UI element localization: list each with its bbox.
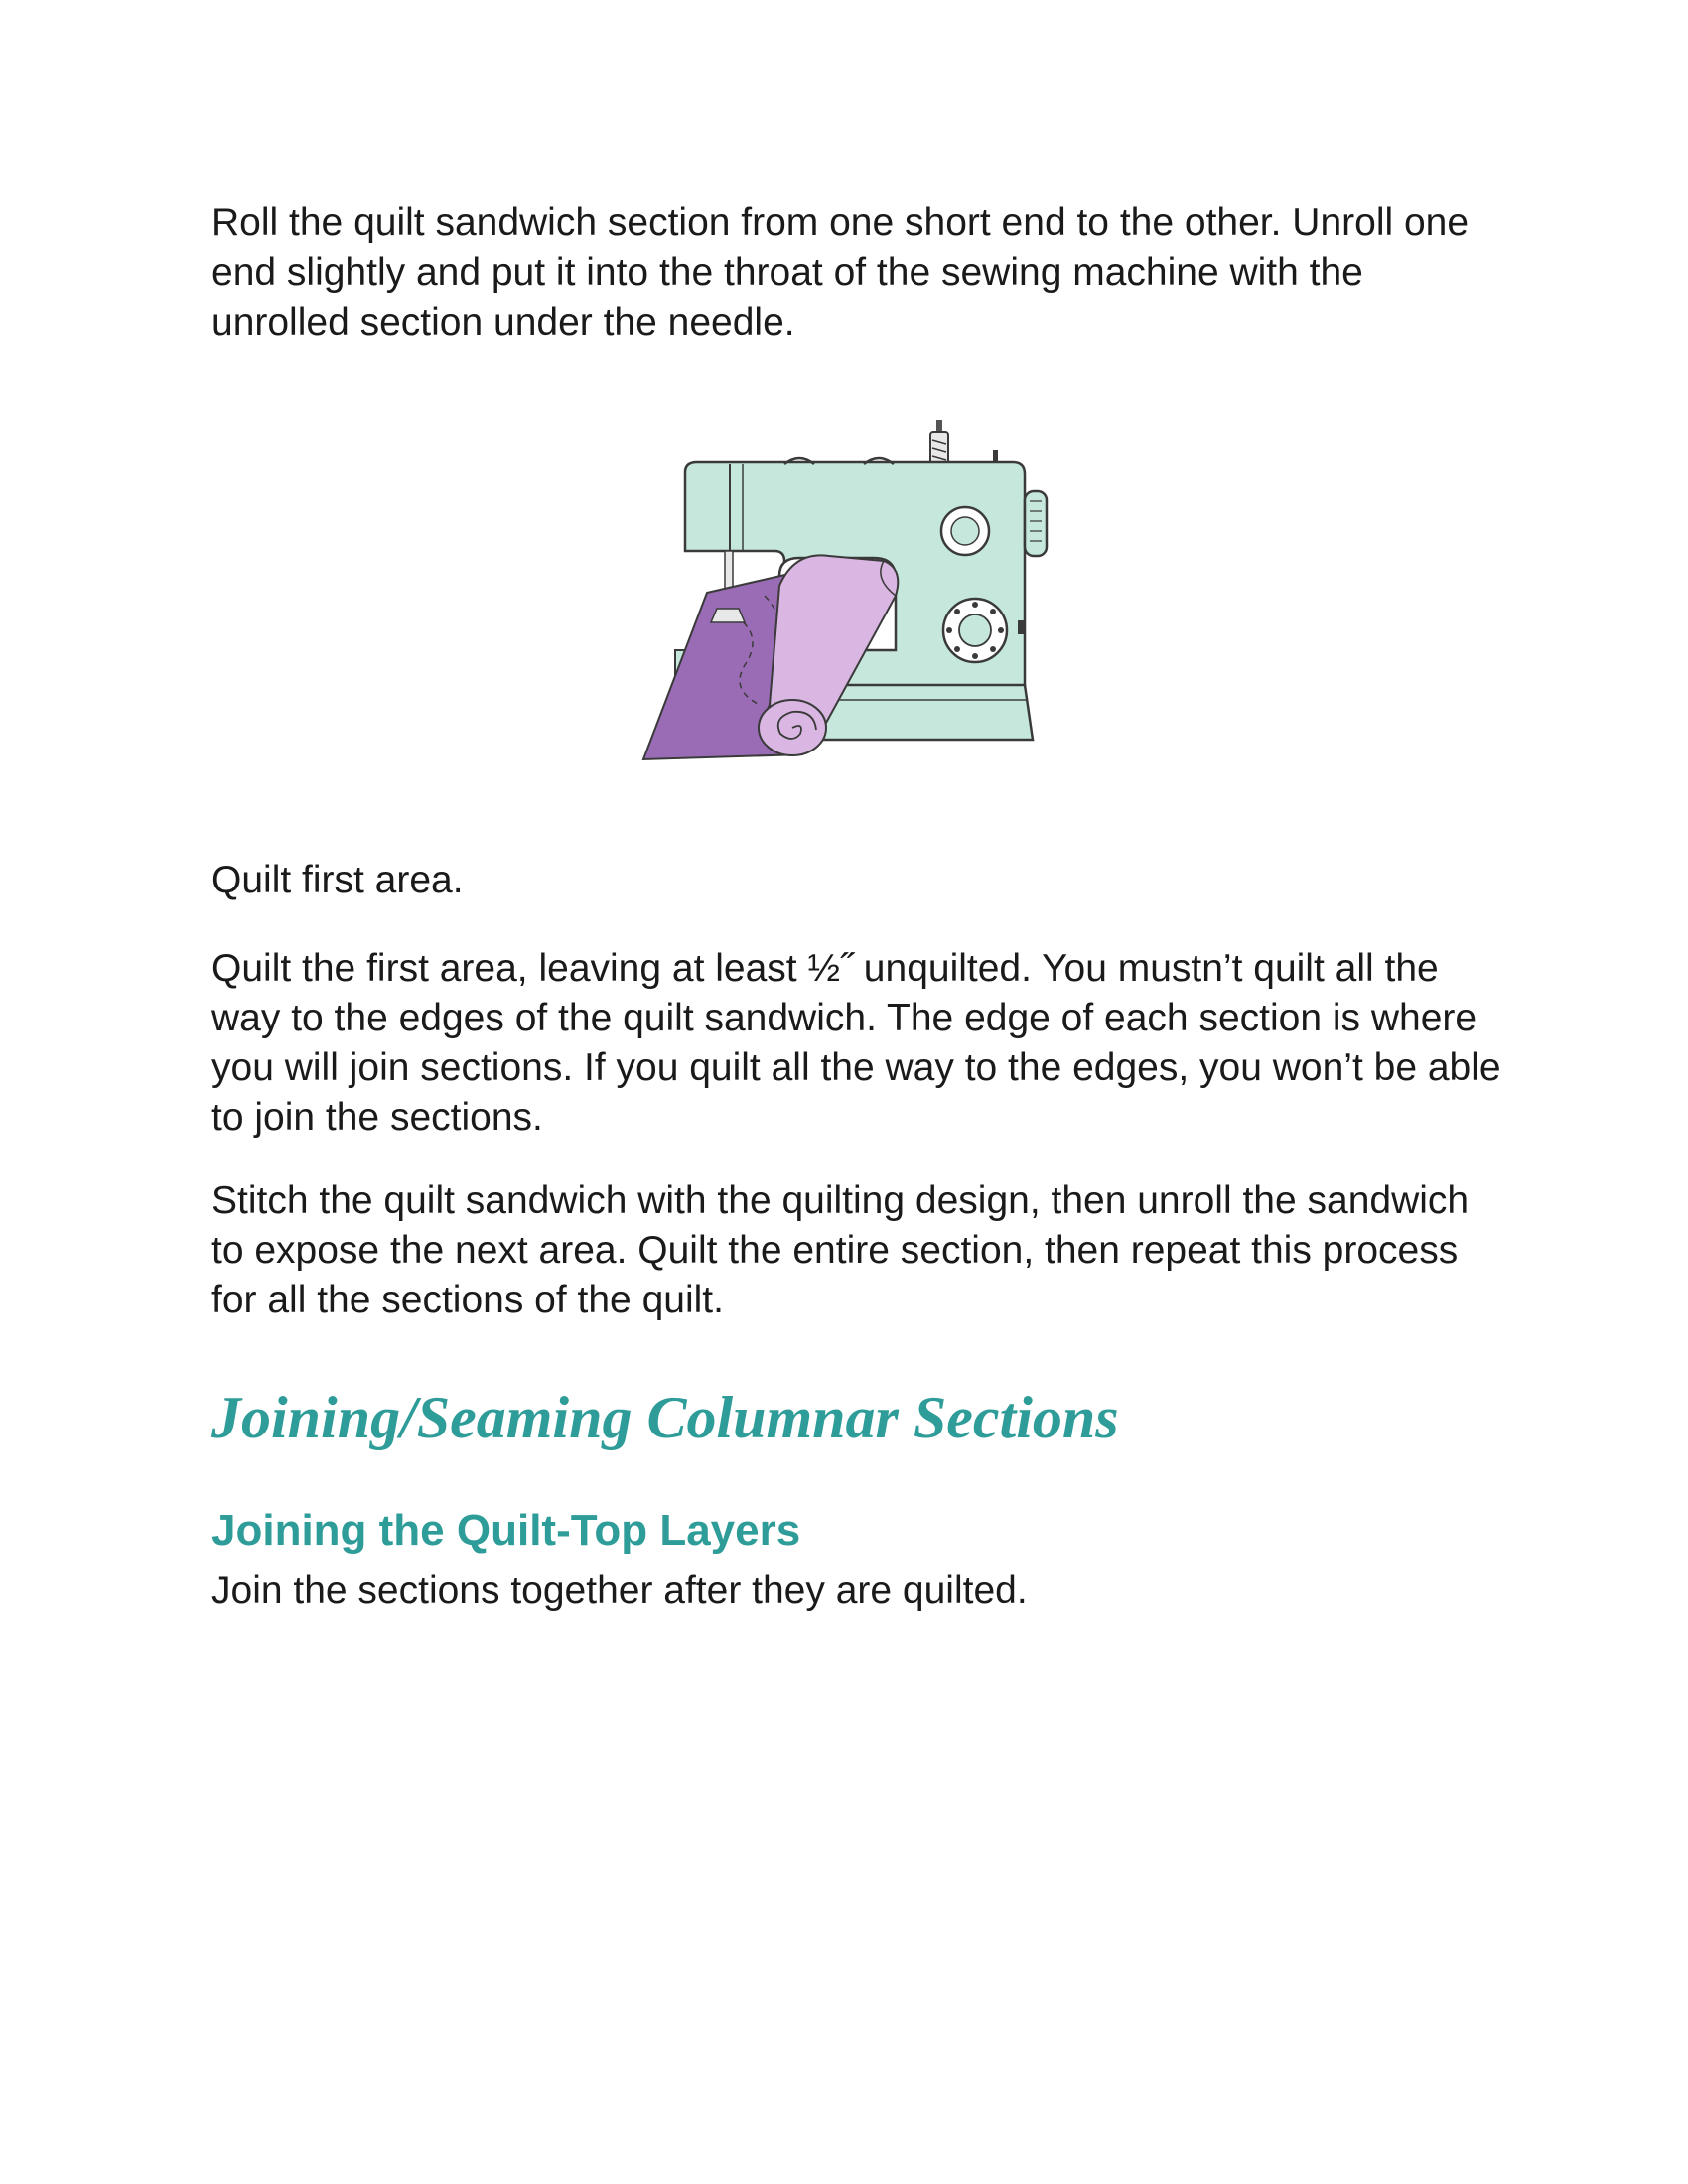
body-paragraph: Stitch the quilt sandwich with the quilting design, then unroll the sandwich to expose the next area. Quilt the entire section, then repeat this process for all the sections of the quilt.	[211, 1179, 1470, 1321]
body-paragraph: Join the sections together after they are quilted.	[211, 1570, 1028, 1612]
subsection-heading: Joining the Quilt-Top Layers	[211, 1506, 801, 1555]
section-heading: Joining/Seaming Columnar Sections	[211, 1385, 1119, 1450]
sewing-machine-illustration	[635, 402, 1053, 774]
body-paragraph: Quilt the first area, leaving at least ½˝ unquilted. You mustn’t quilt all the way to the edges of the quilt sandwich. The edge of each section is where you will join sections. If you quilt all the way to the edges, you won’t be able to join the sections.	[211, 947, 1501, 1139]
intro-paragraph: Roll the quilt sandwich section from one short end to the other. Unroll one end slightly and put it into the throat of the sewing machine with the unrolled section under the needle.	[211, 202, 1470, 343]
figure-caption: Quilt first area.	[211, 859, 464, 901]
